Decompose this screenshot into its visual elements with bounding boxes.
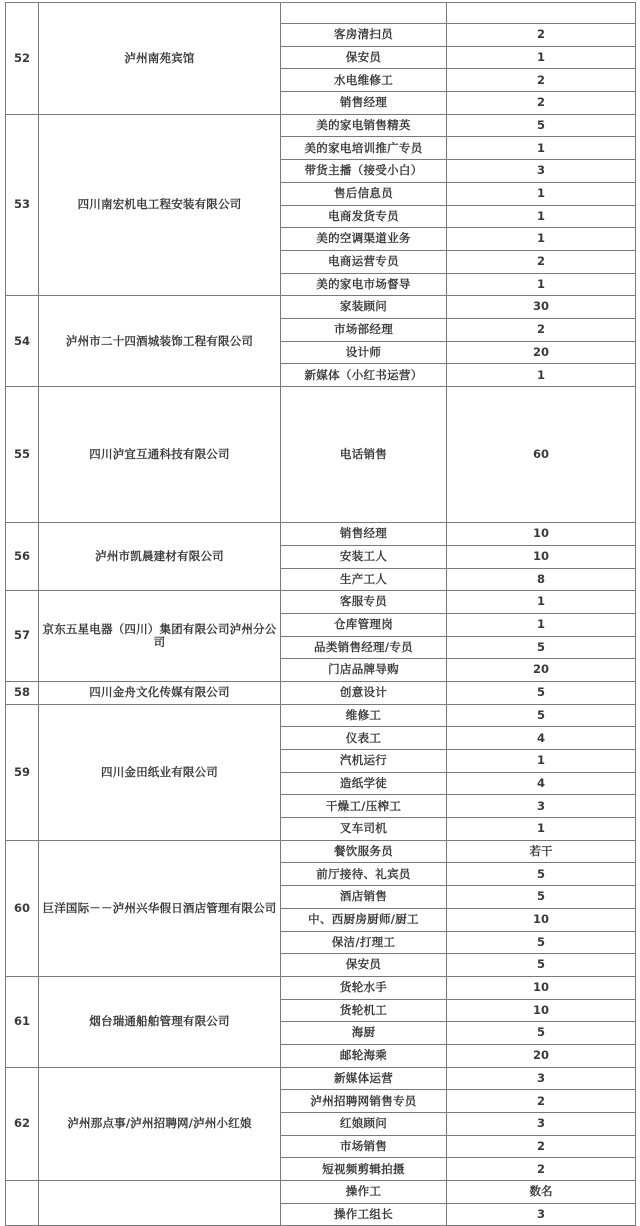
job-position-cell: 短视频剪辑拍摄 [281, 1158, 447, 1181]
headcount-cell: 若干 [447, 840, 636, 863]
headcount-cell: 3 [447, 160, 636, 183]
job-position-cell: 创意设计 [281, 681, 447, 704]
job-position-cell: 生产工人 [281, 568, 447, 591]
job-position-cell: 保安员 [281, 954, 447, 977]
headcount-cell: 20 [447, 1044, 636, 1067]
job-position-cell: 销售经理 [281, 523, 447, 546]
headcount-cell: 1 [447, 818, 636, 841]
headcount-cell: 2 [447, 1158, 636, 1181]
company-name-cell: 巨洋国际－－泸州兴华假日酒店管理有限公司 [39, 840, 281, 976]
job-position-cell: 市场销售 [281, 1135, 447, 1158]
headcount-cell: 30 [447, 296, 636, 319]
headcount-cell: 1 [447, 613, 636, 636]
job-position-cell: 海厨 [281, 1022, 447, 1045]
job-position-cell: 客服专员 [281, 591, 447, 614]
job-position-cell: 水电维修工 [281, 69, 447, 92]
headcount-cell: 3 [447, 1203, 636, 1226]
headcount-cell: 1 [447, 182, 636, 205]
row-index-cell: 56 [6, 523, 39, 591]
job-position-cell: 电话销售 [281, 387, 447, 523]
job-position-cell: 安装工人 [281, 545, 447, 568]
headcount-cell: 4 [447, 727, 636, 750]
job-position-cell: 操作工组长 [281, 1203, 447, 1226]
job-position-cell: 新媒体（小红书运营） [281, 364, 447, 387]
job-position-cell: 造纸学徒 [281, 772, 447, 795]
headcount-cell: 3 [447, 1067, 636, 1090]
table-row [6, 114, 636, 137]
job-position-cell: 前厅接待、礼宾员 [281, 863, 447, 886]
headcount-cell: 1 [447, 750, 636, 773]
company-name-cell: 四川金舟文化传媒有限公司 [39, 681, 281, 704]
table-row [6, 523, 636, 546]
table-row [6, 1181, 636, 1204]
company-name-cell: 京东五星电器（四川）集团有限公司泸州分公司 [39, 591, 281, 682]
headcount-cell: 数名 [447, 1181, 636, 1204]
row-index-cell [6, 1181, 39, 1226]
row-index-cell: 54 [6, 296, 39, 387]
headcount-cell: 2 [447, 318, 636, 341]
table-row [6, 704, 636, 727]
company-name-cell [39, 1181, 281, 1226]
job-position-cell: 新媒体运营 [281, 1067, 447, 1090]
headcount-cell [447, 3, 636, 24]
job-position-cell: 美的家电培训推广专员 [281, 137, 447, 160]
headcount-cell: 2 [447, 250, 636, 273]
company-name-cell: 四川金田纸业有限公司 [39, 704, 281, 840]
job-position-cell: 保安员 [281, 46, 447, 69]
job-position-cell: 门店品牌导购 [281, 659, 447, 682]
headcount-cell: 10 [447, 523, 636, 546]
headcount-cell: 2 [447, 24, 636, 47]
job-position-cell: 中、西厨房厨师/厨工 [281, 908, 447, 931]
headcount-cell: 5 [447, 863, 636, 886]
headcount-cell: 2 [447, 69, 636, 92]
table-row [6, 976, 636, 999]
table-row [6, 1067, 636, 1090]
table-row [6, 681, 636, 704]
row-index-cell: 58 [6, 681, 39, 704]
job-position-cell: 带货主播（接受小白） [281, 160, 447, 183]
row-index-cell: 59 [6, 704, 39, 840]
table-row [6, 3, 636, 24]
headcount-cell: 5 [447, 681, 636, 704]
job-position-cell: 销售经理 [281, 92, 447, 115]
company-name-cell: 泸州南苑宾馆 [39, 3, 281, 115]
headcount-cell: 5 [447, 931, 636, 954]
headcount-cell: 20 [447, 659, 636, 682]
row-index-cell: 60 [6, 840, 39, 976]
recruitment-table [5, 2, 636, 1226]
job-position-cell: 货轮机工 [281, 999, 447, 1022]
job-position-cell: 电商发货专员 [281, 205, 447, 228]
job-position-cell: 仓库管理岗 [281, 613, 447, 636]
job-position-cell: 仪表工 [281, 727, 447, 750]
company-name-cell: 烟台瑞通船舶管理有限公司 [39, 976, 281, 1067]
row-index-cell: 61 [6, 976, 39, 1067]
headcount-cell: 20 [447, 341, 636, 364]
job-position-cell: 品类销售经理/专员 [281, 636, 447, 659]
job-position-cell: 酒店销售 [281, 886, 447, 909]
headcount-cell: 5 [447, 636, 636, 659]
company-name-cell: 泸州那点事/泸州招聘网/泸州小红娘 [39, 1067, 281, 1180]
table-row [6, 296, 636, 319]
job-position-cell: 市场部经理 [281, 318, 447, 341]
row-index-cell: 57 [6, 591, 39, 682]
job-position-cell: 操作工 [281, 1181, 447, 1204]
headcount-cell: 1 [447, 228, 636, 251]
headcount-cell: 2 [447, 1135, 636, 1158]
job-position-cell: 美的空调渠道业务 [281, 228, 447, 251]
headcount-cell: 1 [447, 591, 636, 614]
headcount-cell: 4 [447, 772, 636, 795]
job-position-cell: 设计师 [281, 341, 447, 364]
job-position-cell: 餐饮服务员 [281, 840, 447, 863]
job-position-cell: 叉车司机 [281, 818, 447, 841]
job-position-cell: 保洁/打理工 [281, 931, 447, 954]
headcount-cell: 5 [447, 114, 636, 137]
headcount-cell: 3 [447, 795, 636, 818]
table-row [6, 591, 636, 614]
headcount-cell: 2 [447, 92, 636, 115]
headcount-cell: 2 [447, 1090, 636, 1113]
company-name-cell: 泸州市二十四酒城装饰工程有限公司 [39, 296, 281, 387]
job-position-cell: 货轮水手 [281, 976, 447, 999]
headcount-cell: 1 [447, 205, 636, 228]
headcount-cell: 5 [447, 886, 636, 909]
headcount-cell: 60 [447, 387, 636, 523]
headcount-cell: 8 [447, 568, 636, 591]
job-position-cell [281, 3, 447, 24]
job-position-cell: 美的家电市场督导 [281, 273, 447, 296]
table-row [6, 387, 636, 410]
company-name-cell: 四川南宏机电工程安装有限公司 [39, 114, 281, 296]
job-position-cell: 客房清扫员 [281, 24, 447, 47]
job-position-cell: 维修工 [281, 704, 447, 727]
job-position-cell: 售后信息员 [281, 182, 447, 205]
job-position-cell: 美的家电销售精英 [281, 114, 447, 137]
job-position-cell: 邮轮海乘 [281, 1044, 447, 1067]
job-position-cell: 电商运营专员 [281, 250, 447, 273]
table-row [6, 840, 636, 863]
headcount-cell: 1 [447, 364, 636, 387]
headcount-cell: 10 [447, 976, 636, 999]
headcount-cell: 1 [447, 273, 636, 296]
row-index-cell: 53 [6, 114, 39, 296]
headcount-cell: 5 [447, 1022, 636, 1045]
table-body [6, 3, 636, 1226]
row-index-cell: 62 [6, 1067, 39, 1180]
headcount-cell: 10 [447, 908, 636, 931]
headcount-cell: 3 [447, 1113, 636, 1136]
headcount-cell: 10 [447, 545, 636, 568]
company-name-cell: 四川泸宜互通科技有限公司 [39, 387, 281, 523]
headcount-cell: 5 [447, 704, 636, 727]
row-index-cell: 55 [6, 387, 39, 523]
headcount-cell: 5 [447, 954, 636, 977]
job-position-cell: 汽机运行 [281, 750, 447, 773]
headcount-cell: 1 [447, 137, 636, 160]
job-position-cell: 红娘顾问 [281, 1113, 447, 1136]
row-index-cell: 52 [6, 3, 39, 115]
job-position-cell: 家装顾问 [281, 296, 447, 319]
headcount-cell: 10 [447, 999, 636, 1022]
job-position-cell: 干燥工/压榨工 [281, 795, 447, 818]
company-name-cell: 泸州市凯晨建材有限公司 [39, 523, 281, 591]
headcount-cell: 1 [447, 46, 636, 69]
job-position-cell: 泸州招聘网销售专员 [281, 1090, 447, 1113]
